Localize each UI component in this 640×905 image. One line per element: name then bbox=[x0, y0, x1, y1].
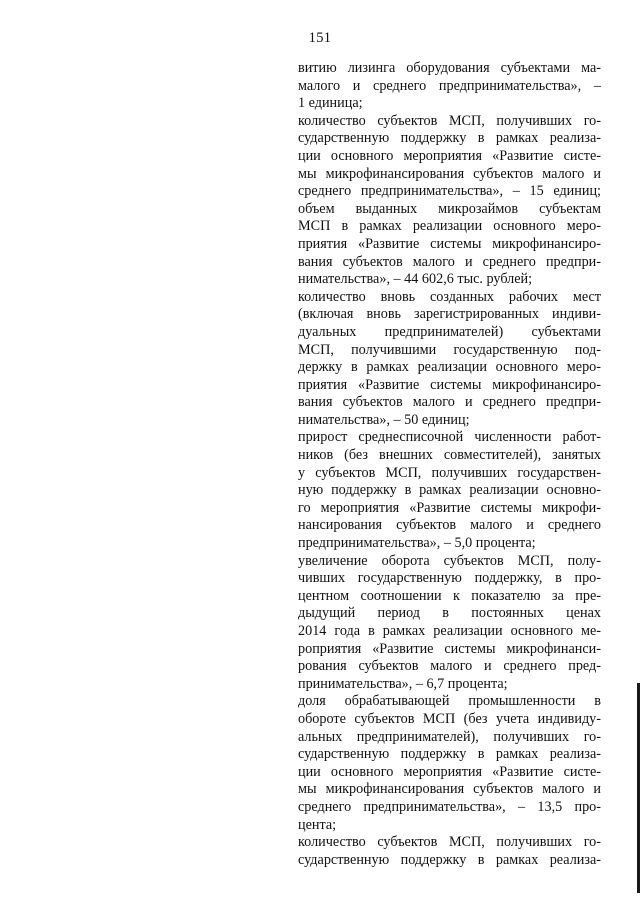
text-line: ции основного мероприятия «Развитие систе- bbox=[298, 763, 601, 780]
paragraph bbox=[298, 693, 601, 834]
text-line: 2014 года в рамках реализации основного ме- bbox=[298, 623, 601, 639]
text-line: объем выданных микрозаймов субъектам bbox=[298, 200, 601, 217]
text-line: приятия «Развитие системы микрофинансиро- bbox=[298, 235, 601, 252]
text-line: витию лизинга оборудования субъектами ма- bbox=[298, 60, 601, 76]
paragraph bbox=[298, 553, 601, 694]
text-line: МСП, получившими государственную под- bbox=[298, 341, 601, 358]
text-line: нимательства», – 50 единиц; bbox=[298, 411, 470, 428]
text-line: количество субъектов МСП, получивших го- bbox=[298, 834, 601, 851]
text-line: сударственную поддержку в рамках реализа- bbox=[298, 130, 601, 147]
text-line: доля обрабатывающей промышленности в bbox=[298, 693, 601, 710]
text-line: дуальных предпринимателей) субъектами bbox=[298, 323, 601, 340]
document-body bbox=[298, 60, 601, 869]
text-line: обороте субъектов МСП (без учета индивиду- bbox=[298, 710, 601, 727]
text-line: приятия «Развитие системы микрофинансиро- bbox=[298, 376, 601, 393]
text-line: ников (без внешних совместителей), занятых bbox=[298, 447, 601, 464]
text-line: сударственную поддержку в рамках реализа- bbox=[298, 746, 601, 763]
text-line: МСП в рамках реализации основного меро- bbox=[298, 218, 601, 235]
text-line: дыдущий период в постоянных ценах bbox=[298, 605, 601, 622]
text-line: центном соотношении к показателю за пре- bbox=[298, 587, 601, 604]
text-line: вания субъектов малого и среднего предпри- bbox=[298, 253, 601, 270]
paragraph bbox=[298, 429, 601, 552]
text-line: сударственную поддержку в рамках реализа- bbox=[298, 851, 601, 868]
text-line: ции основного мероприятия «Развитие систе- bbox=[298, 147, 601, 164]
text-line: увеличение оборота субъектов МСП, полу- bbox=[298, 552, 601, 569]
text-line: 1 единица; bbox=[298, 95, 363, 112]
text-line: рования субъектов малого и среднего пред- bbox=[298, 658, 601, 675]
text-line: вания субъектов малого и среднего предпри- bbox=[298, 394, 601, 411]
text-line: мы микрофинансирования субъектов малого и bbox=[298, 781, 601, 798]
paragraph bbox=[298, 834, 601, 869]
text-line: у субъектов МСП, получивших государствен- bbox=[298, 464, 601, 481]
text-line: го мероприятия «Развитие системы микрофи- bbox=[298, 499, 601, 516]
text-line: количество вновь созданных рабочих мест bbox=[298, 288, 601, 305]
paragraph bbox=[298, 113, 601, 201]
page-number: 151 bbox=[308, 30, 332, 46]
text-line: роприятия «Развитие системы микрофинанси- bbox=[298, 640, 601, 657]
text-line: предпринимательства», – 5,0 процента; bbox=[298, 535, 536, 552]
text-line: принимательства», – 6,7 процента; bbox=[298, 675, 508, 692]
text-line: мы микрофинансирования субъектов малого и bbox=[298, 165, 601, 182]
text-line: нансирования субъектов малого и среднего bbox=[298, 517, 601, 534]
text-line: цента; bbox=[298, 816, 337, 833]
paragraph bbox=[298, 60, 601, 113]
text-line: прирост среднесписочной численности работ- bbox=[298, 429, 601, 446]
text-line: чивших государственную поддержку, в про- bbox=[298, 570, 601, 587]
text-line: нимательства», – 44 602,6 тыс. рублей; bbox=[298, 271, 533, 288]
paragraph bbox=[298, 289, 601, 430]
text-line: среднего предпринимательства», – 13,5 про- bbox=[298, 798, 601, 815]
text-line: ную поддержку в рамках реализации основно- bbox=[298, 482, 601, 499]
paragraph bbox=[298, 201, 601, 289]
text-line: количество субъектов МСП, получивших го- bbox=[298, 112, 601, 129]
text-line: держку в рамках реализации основного меро- bbox=[298, 359, 601, 376]
text-line: малого и среднего предпринимательства», – bbox=[298, 77, 601, 94]
text-line: среднего предпринимательства», – 15 единиц; bbox=[298, 183, 601, 200]
text-line: (включая вновь зарегистрированных индиви- bbox=[298, 306, 601, 323]
text-line: альных предпринимателей), получивших го- bbox=[298, 728, 601, 745]
